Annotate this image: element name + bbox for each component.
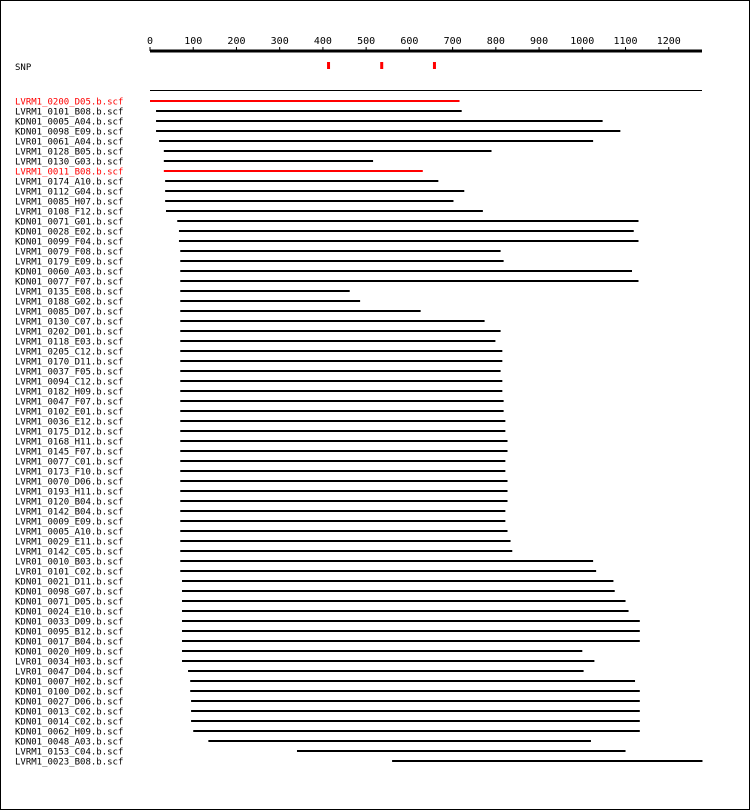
- read-name: LVRM1_0188_G02.b.scf: [15, 297, 124, 308]
- read-name: LVRM1_0023_B08.b.scf: [15, 757, 124, 768]
- read-name: KDN01_0007_H02.b.scf: [15, 677, 124, 688]
- read-name: LVRM1_0102_E01.b.scf: [15, 407, 124, 418]
- axis-tick-label: 600: [400, 36, 419, 47]
- read-name: KDN01_0099_F04.b.scf: [15, 237, 124, 248]
- read-name: LVR01_0101_C02.b.scf: [15, 567, 124, 578]
- read-name: LVRM1_0077_C01.b.scf: [15, 457, 124, 468]
- read-name: LVRM1_0108_F12.b.scf: [15, 207, 124, 218]
- read-alignments: [15, 98, 702, 768]
- read-name: KDN01_0060_A03.b.scf: [15, 267, 124, 278]
- read-name: LVR01_0061_A04.b.scf: [15, 137, 124, 148]
- read-name: KDN01_0062_H09.b.scf: [15, 727, 124, 738]
- read-name: KDN01_0020_H09.b.scf: [15, 647, 124, 658]
- read-name: LVR01_0047_D04.b.scf: [15, 667, 124, 678]
- read-name: KDN01_0005_A04.b.scf: [15, 117, 124, 128]
- read-name: LVRM1_0112_G04.b.scf: [15, 187, 124, 198]
- axis-tick-label: 500: [357, 36, 376, 47]
- read-name: LVRM1_0135_E08.b.scf: [15, 287, 124, 298]
- read-name: KDN01_0014_C02.b.scf: [15, 717, 124, 728]
- read-name: KDN01_0098_E09.b.scf: [15, 127, 124, 138]
- read-name: KDN01_0098_G07.b.scf: [15, 587, 124, 598]
- read-name: LVRM1_0036_E12.b.scf: [15, 417, 124, 428]
- axis-tick-label: 900: [530, 36, 549, 47]
- read-name: KDN01_0024_E10.b.scf: [15, 607, 124, 618]
- read-name: LVRM1_0029_E11.b.scf: [15, 537, 124, 548]
- alignment-diagram: [1, 1, 749, 809]
- snp-label: SNP: [15, 63, 32, 73]
- read-name: LVRM1_0142_B04.b.scf: [15, 507, 124, 518]
- read-name: LVRM1_0094_C12.b.scf: [15, 377, 124, 388]
- read-name: KDN01_0095_B12.b.scf: [15, 627, 124, 638]
- read-name: LVRM1_0179_E09.b.scf: [15, 257, 124, 268]
- read-name: KDN01_0021_D11.b.scf: [15, 577, 124, 588]
- read-name: LVRM1_0011_B08.b.scf: [15, 167, 124, 178]
- read-name: LVRM1_0079_F08.b.scf: [15, 247, 124, 258]
- axis-tick-label: 300: [270, 36, 289, 47]
- read-name: LVRM1_0205_C12.b.scf: [15, 347, 124, 358]
- read-name: LVRM1_0200_D05.b.scf: [15, 97, 124, 108]
- read-name: LVRM1_0168_H11.b.scf: [15, 437, 124, 448]
- read-name: KDN01_0100_D02.b.scf: [15, 687, 124, 698]
- read-name: LVRM1_0130_C07.b.scf: [15, 317, 124, 328]
- read-name: LVRM1_0182_H09.b.scf: [15, 387, 124, 398]
- read-name: LVRM1_0153_C04.b.scf: [15, 747, 124, 758]
- read-name: LVRM1_0174_A10.b.scf: [15, 177, 124, 188]
- read-name: LVRM1_0170_D11.b.scf: [15, 357, 124, 368]
- snp-marker: [327, 62, 330, 69]
- axis-tick-label: 700: [443, 36, 462, 47]
- read-name: LVRM1_0085_H07.b.scf: [15, 197, 124, 208]
- snp-marker: [433, 62, 436, 69]
- read-name: KDN01_0077_F07.b.scf: [15, 277, 124, 288]
- read-name: LVR01_0010_B03.b.scf: [15, 557, 124, 568]
- snp-marker: [380, 62, 383, 69]
- axis-tick-label: 1200: [656, 36, 681, 47]
- read-name: KDN01_0013_C02.b.scf: [15, 707, 124, 718]
- read-name: KDN01_0071_G01.b.scf: [15, 217, 124, 228]
- axis-tick-label: 1000: [570, 36, 595, 47]
- axis-tick-label: 1100: [613, 36, 638, 47]
- read-name: LVRM1_0037_F05.b.scf: [15, 367, 124, 378]
- read-name: LVRM1_0193_H11.b.scf: [15, 487, 124, 498]
- position-axis: [147, 36, 702, 51]
- read-name: LVR01_0034_H03.b.scf: [15, 657, 124, 668]
- read-name: LVRM1_0085_D07.b.scf: [15, 307, 124, 318]
- read-name: KDN01_0027_D06.b.scf: [15, 697, 124, 708]
- axis-tick-label: 400: [313, 36, 332, 47]
- axis-tick-label: 800: [486, 36, 505, 47]
- read-name: LVRM1_0142_C05.b.scf: [15, 547, 124, 558]
- read-name: LVRM1_0047_F07.b.scf: [15, 397, 124, 408]
- read-name: LVRM1_0101_B08.b.scf: [15, 107, 124, 118]
- read-name: LVRM1_0145_F07.b.scf: [15, 447, 124, 458]
- axis-tick-label: 100: [184, 36, 203, 47]
- read-name: LVRM1_0128_B05.b.scf: [15, 147, 124, 158]
- read-name: LVRM1_0130_G03.b.scf: [15, 157, 124, 168]
- read-name: LVRM1_0175_D12.b.scf: [15, 427, 124, 438]
- snp-track: [15, 62, 702, 91]
- read-name: KDN01_0071_D05.b.scf: [15, 597, 124, 608]
- read-name: LVRM1_0118_E03.b.scf: [15, 337, 124, 348]
- read-name: LVRM1_0005_A10.b.scf: [15, 527, 124, 538]
- read-name: KDN01_0048_A03.b.scf: [15, 737, 124, 748]
- read-name: KDN01_0028_E02.b.scf: [15, 227, 124, 238]
- axis-tick-label: 200: [227, 36, 246, 47]
- axis-tick-label: 0: [146, 36, 154, 47]
- read-name: LVRM1_0009_E09.b.scf: [15, 517, 124, 528]
- read-name: KDN01_0017_B04.b.scf: [15, 637, 124, 648]
- read-name: LVRM1_0070_D06.b.scf: [15, 477, 124, 488]
- read-name: LVRM1_0202_D01.b.scf: [15, 327, 124, 338]
- read-name: LVRM1_0120_B04.b.scf: [15, 497, 124, 508]
- read-name: KDN01_0033_D09.b.scf: [15, 617, 124, 628]
- read-name: LVRM1_0173_F10.b.scf: [15, 467, 124, 478]
